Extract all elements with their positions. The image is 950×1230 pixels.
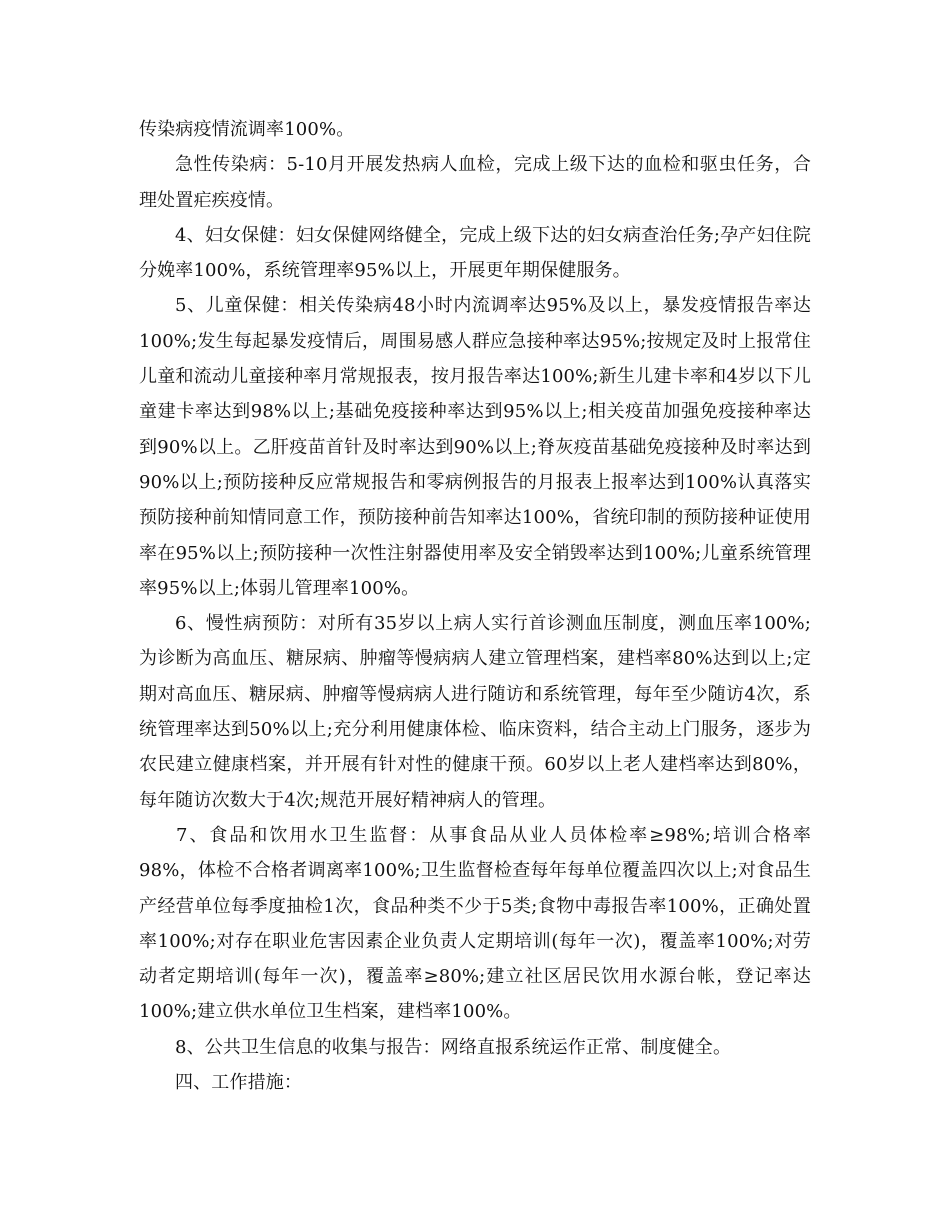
paragraph-child-health: 5、儿童保健：相关传染病48小时内流调率达95%及以上，暴发疫情报告率达100%;发生每起暴发疫情后，周围易感人群应急接种率达95%;按规定及时上报常住儿童和流动儿童接种率月常规报表，按月报告率达100%;新生儿建卡率和4岁以下儿童建卡率达到98%以上;基础免疫接种率达到95%以上;相关疫苗加强免疫接种率达到90%以上。乙肝疫苗首针及时率达到90%以上;脊灰疫苗基础免疫接种及时率达到90%以上;预防接种反应常规报告和零病例报告的月报表上报率达到100%认真落实预防接种前知情同意工作，预防接种前告知率达100%，省统印制的预防接种证使用率在95%以上;预防接种一次性注射器使用率及安全销毁率达到100%;儿童系统管理率95%以上;体弱儿管理率100%。 (139, 295, 811, 599)
section-heading-measures: 四、工作措施： (175, 1072, 303, 1094)
paragraph-epidemic-rate: 传染病疫情流调率100%。 (139, 119, 355, 140)
paragraph-chronic-disease: 6、慢性病预防：对所有35岁以上病人实行首诊测血压制度，测血压率100%;为诊断为高血压、糖尿病、肿瘤等慢病病人建立管理档案，建档率80%达到以上;定期对高血压、糖尿病、肿瘤等慢病病人进行随访和系统管理，每年至少随访4次，系统管理率达到50%以上;充分利用健康体检、临床资料，结合主动上门服务，逐步为农民建立健康档案，并开展有针对性的健康干预。60岁以上老人建档率达到80%，每年随访次数大于4次;规范开展好精神病人的管理。 (139, 613, 811, 811)
paragraph-info-reporting: 8、公共卫生信息的收集与报告：网络直报系统运作正常、制度健全。 (175, 1036, 732, 1058)
document-body (139, 112, 811, 1100)
paragraph-acute-infectious: 急性传染病：5-10月开展发热病人血检，完成上级下达的血检和驱虫任务，合理处置疟疾疫情。 (139, 154, 811, 211)
paragraph-women-health: 4、妇女保健：妇女保健网络健全，完成上级下达的妇女病查治任务;孕产妇住院分娩率100%，系统管理率95%以上，开展更年期保健服务。 (139, 224, 811, 282)
paragraph-food-water: 7、食品和饮用水卫生监督：从事食品从业人员体检率≥98%;培训合格率98%，体检不合格者调离率100%;卫生监督检查每年每单位覆盖四次以上;对食品生产经营单位每季度抽检1次，食品种类不少于5类;食物中毒报告率100%，正确处置率100%;对存在职业危害因素企业负责人定期培训(每年一次)，覆盖率100%;对劳动者定期培训(每年一次)，覆盖率≥80%;建立社区居民饮用水源台帐，登记率达100%;建立供水单位卫生档案，建档率100%。 (139, 824, 811, 1023)
